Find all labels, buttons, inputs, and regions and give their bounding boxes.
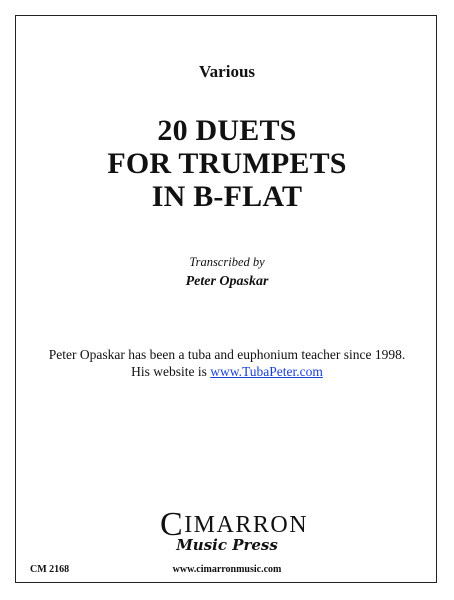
composer: Various xyxy=(198,62,256,81)
publisher-website: www.cimarronmusic.com xyxy=(172,564,282,575)
transcriber-name: Peter Opaskar xyxy=(185,274,269,289)
page-title xyxy=(0,114,454,213)
logo-initial: C xyxy=(160,506,185,543)
publisher-logo xyxy=(160,506,309,560)
website-link[interactable]: www.TubaPeter.com xyxy=(210,364,323,379)
title-line-3: IN B-FLAT xyxy=(151,180,303,213)
bio-line-2-prefix: His website is xyxy=(131,364,211,379)
transcribed-by-label: Transcribed by xyxy=(189,255,265,269)
title-line-2: FOR TRUMPETS xyxy=(107,147,347,180)
transcriber-bio xyxy=(0,346,454,380)
bio-line-2 xyxy=(0,363,454,380)
page-border xyxy=(15,15,437,583)
logo-wordmark xyxy=(160,506,309,543)
logo-rest: IMARRON xyxy=(184,512,309,538)
title-line-1: 20 DUETS xyxy=(157,114,297,147)
bio-line-1: Peter Opaskar has been a tuba and euphonium teacher since 1998. xyxy=(48,347,406,362)
catalog-number: CM 2168 xyxy=(30,564,70,575)
logo-subtitle: Music Press xyxy=(176,536,278,554)
